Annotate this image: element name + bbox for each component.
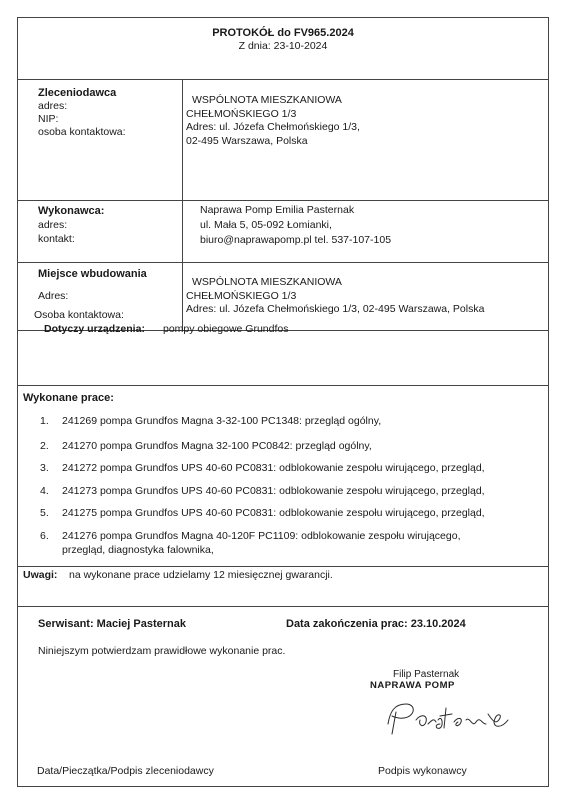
contractor-line-2: ul. Mała 5, 05-092 Łomianki, [200, 219, 332, 231]
client-label-nip: NIP: [38, 113, 59, 125]
site-line-1: WSPÓLNOTA MIESZKANIOWA [192, 276, 342, 288]
client-label-contact: osoba kontaktowa: [38, 126, 126, 138]
works-heading: Wykonane prace: [23, 392, 114, 404]
completion-date: Data zakończenia prac: 23.10.2024 [286, 618, 466, 630]
device-value: pompy obiegowe Grundfos [163, 323, 289, 335]
site-line-3: Adres: ul. Józefa Chełmońskiego 1/3, 02-495 Warszawa, Polska [186, 303, 485, 315]
contractor-line-3: biuro@naprawapomp.pl tel. 537-107-105 [200, 234, 392, 246]
client-heading: Zleceniodawca [38, 87, 117, 99]
divider-contractor [18, 262, 548, 263]
client-line-4: 02-495 Warszawa, Polska [186, 135, 308, 147]
work-number: 3. [40, 462, 49, 474]
site-label-address: Adres: [38, 290, 69, 302]
contractor-label-address: adres: [38, 219, 68, 231]
divider-device [18, 385, 548, 386]
client-signature-label: Data/Pieczątka/Podpis zleceniodawcy [37, 765, 214, 777]
work-item-text: 241275 pompa Grundfos UPS 40-60 PC0831: odblokowanie zespołu wirującego, przegląd, [62, 507, 485, 519]
contractor-name: Filip Pasternak [393, 669, 460, 680]
handwritten-signature [384, 694, 524, 743]
divider-client [18, 200, 548, 201]
work-number: 6. [40, 530, 49, 542]
contractor-heading: Wykonawca: [38, 205, 105, 217]
work-number: 4. [40, 485, 49, 497]
company-stamp: NAPRAWA POMP [370, 680, 455, 691]
divider-header [18, 79, 548, 80]
contractor-label-contact: kontakt: [38, 233, 75, 245]
client-line-1: WSPÓLNOTA MIESZKANIOWA [192, 94, 342, 106]
work-number: 2. [40, 440, 49, 452]
work-item-text: 241269 pompa Grundfos Magna 3-32-100 PC1348: przegląd ogólny, [62, 415, 382, 427]
remarks-value: na wykonane prace udzielamy 12 miesięcznej gwarancji. [69, 569, 333, 581]
document-date: Z dnia: 23-10-2024 [238, 40, 328, 52]
confirmation-text: Niniejszym potwierdzam prawidłowe wykonanie prac. [38, 645, 286, 657]
site-line-2: CHEŁMOŃSKIEGO 1/3 [186, 290, 297, 302]
work-item-text: 241273 pompa Grundfos UPS 40-60 PC0831: odblokowanie zespołu wirującego, przegląd, [62, 485, 485, 497]
contractor-line-1: Naprawa Pomp Emilia Pasternak [200, 204, 355, 216]
divider-works [18, 566, 548, 567]
divider-column [182, 79, 183, 330]
contractor-signature-label: Podpis wykonawcy [378, 765, 467, 777]
technician-name: Serwisant: Maciej Pasternak [38, 618, 186, 630]
device-label: Dotyczy urządzenia: [44, 323, 145, 335]
work-item-text: 241270 pompa Grundfos Magna 32-100 PC0842: przegląd ogólny, [62, 440, 372, 452]
signature-drawing [384, 694, 524, 740]
work-number: 1. [40, 415, 49, 427]
work-item-text: 241272 pompa Grundfos UPS 40-60 PC0831: odblokowanie zespołu wirującego, przegląd, [62, 462, 485, 474]
work-number: 5. [40, 507, 49, 519]
site-heading: Miejsce wbudowania [38, 268, 147, 280]
client-label-address: adres: [38, 100, 68, 112]
client-line-2: CHEŁMOŃSKIEGO 1/3 [186, 108, 297, 120]
divider-remarks [18, 606, 548, 607]
work-item-text: 241276 pompa Grundfos Magna 40-120F PC1109: odblokowanie zespołu wirującego, [62, 530, 461, 542]
document-title: PROTOKÓŁ do FV965.2024 [212, 27, 354, 39]
remarks-label: Uwagi: [23, 569, 58, 581]
client-line-3: Adres: ul. Józefa Chełmońskiego 1/3, [186, 121, 360, 133]
site-label-contact: Osoba kontaktowa: [34, 309, 124, 321]
work-item-text-cont: przegląd, diagnostyka falownika, [62, 544, 214, 556]
